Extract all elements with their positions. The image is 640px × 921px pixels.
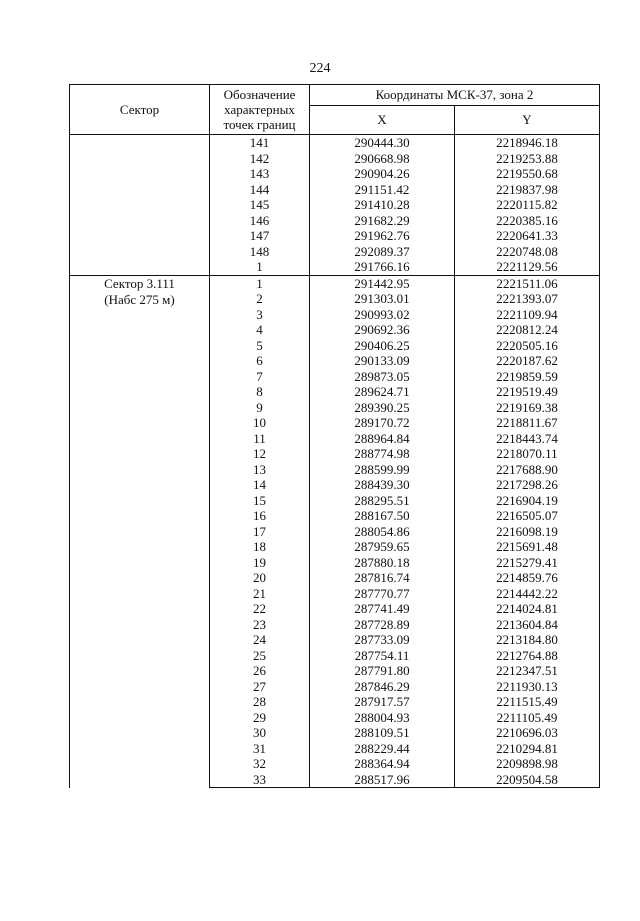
y-coordinate-cell: 2214442.22 [455,586,600,602]
y-coordinate-cell: 2221511.06 [455,275,600,291]
x-coordinate-cell: 287791.80 [310,663,455,679]
y-coordinate-cell: 2216098.19 [455,524,600,540]
x-coordinate-cell: 288167.50 [310,508,455,524]
x-coordinate-cell: 291962.76 [310,228,455,244]
x-coordinate-cell: 287846.29 [310,679,455,695]
x-coordinate-cell: 290668.98 [310,151,455,167]
sector-cell [70,135,210,276]
point-number-cell: 142 [210,151,310,167]
x-coordinate-cell: 288109.51 [310,725,455,741]
point-number-cell: 33 [210,772,310,788]
x-coordinate-cell: 288599.99 [310,462,455,478]
point-number-cell: 1 [210,275,310,291]
page-number: 224 [309,61,331,76]
y-coordinate-cell: 2215691.48 [455,539,600,555]
y-coordinate-cell: 2221393.07 [455,291,600,307]
y-coordinate-cell: 2217298.26 [455,477,600,493]
x-coordinate-cell: 290692.36 [310,322,455,338]
x-coordinate-cell: 291682.29 [310,213,455,229]
header-y: Y [455,106,600,135]
x-coordinate-cell: 290904.26 [310,166,455,182]
point-number-cell: 6 [210,353,310,369]
point-number-cell: 20 [210,570,310,586]
point-number-cell: 28 [210,694,310,710]
point-number-cell: 143 [210,166,310,182]
y-coordinate-cell: 2213604.84 [455,617,600,633]
point-number-cell: 12 [210,446,310,462]
y-coordinate-cell: 2209504.58 [455,772,600,788]
y-coordinate-cell: 2220115.82 [455,197,600,213]
y-coordinate-cell: 2210294.81 [455,741,600,757]
y-coordinate-cell: 2209898.98 [455,756,600,772]
point-number-cell: 144 [210,182,310,198]
y-coordinate-cell: 2217688.90 [455,462,600,478]
x-coordinate-cell: 291303.01 [310,291,455,307]
point-number-cell: 24 [210,632,310,648]
point-number-cell: 21 [210,586,310,602]
point-number-cell: 29 [210,710,310,726]
x-coordinate-cell: 287728.89 [310,617,455,633]
y-coordinate-cell: 2218811.67 [455,415,600,431]
y-coordinate-cell: 2219550.68 [455,166,600,182]
x-coordinate-cell: 287733.09 [310,632,455,648]
x-coordinate-cell: 291410.28 [310,197,455,213]
x-coordinate-cell: 290444.30 [310,135,455,151]
x-coordinate-cell: 288295.51 [310,493,455,509]
point-number-cell: 4 [210,322,310,338]
x-coordinate-cell: 287917.57 [310,694,455,710]
point-number-cell: 5 [210,338,310,354]
x-coordinate-cell: 288517.96 [310,772,455,788]
y-coordinate-cell: 2219837.98 [455,182,600,198]
y-coordinate-cell: 2219169.38 [455,400,600,416]
x-coordinate-cell: 287754.11 [310,648,455,664]
x-coordinate-cell: 291766.16 [310,259,455,275]
table-row [70,275,600,291]
point-number-cell: 26 [210,663,310,679]
y-coordinate-cell: 2219859.59 [455,369,600,385]
y-coordinate-cell: 2218946.18 [455,135,600,151]
point-number-cell: 2 [210,291,310,307]
x-coordinate-cell: 290406.25 [310,338,455,354]
y-coordinate-cell: 2219519.49 [455,384,600,400]
sector-height: (Набс 275 м) [104,291,175,307]
point-number-cell: 17 [210,524,310,540]
y-coordinate-cell: 2218070.11 [455,446,600,462]
y-coordinate-cell: 2221109.94 [455,307,600,323]
header-sector: Сектор [70,85,210,135]
point-number-cell: 10 [210,415,310,431]
x-coordinate-cell: 288004.93 [310,710,455,726]
sector-cell [70,275,210,788]
x-coordinate-cell: 287816.74 [310,570,455,586]
point-number-cell: 13 [210,462,310,478]
y-coordinate-cell: 2213184.80 [455,632,600,648]
x-coordinate-cell: 288774.98 [310,446,455,462]
point-number-cell: 27 [210,679,310,695]
y-coordinate-cell: 2220187.62 [455,353,600,369]
x-coordinate-cell: 287959.65 [310,539,455,555]
y-coordinate-cell: 2218443.74 [455,431,600,447]
point-number-cell: 141 [210,135,310,151]
y-coordinate-cell: 2216904.19 [455,493,600,509]
x-coordinate-cell: 289624.71 [310,384,455,400]
y-coordinate-cell: 2220641.33 [455,228,600,244]
x-coordinate-cell: 287770.77 [310,586,455,602]
y-coordinate-cell: 2220385.16 [455,213,600,229]
y-coordinate-cell: 2211105.49 [455,710,600,726]
header-point-line3: точек границ [223,117,296,132]
y-coordinate-cell: 2220748.08 [455,244,600,260]
y-coordinate-cell: 2214859.76 [455,570,600,586]
point-number-cell: 146 [210,213,310,229]
point-number-cell: 8 [210,384,310,400]
y-coordinate-cell: 2219253.88 [455,151,600,167]
x-coordinate-cell: 290993.02 [310,307,455,323]
y-coordinate-cell: 2221129.56 [455,259,600,275]
y-coordinate-cell: 2211515.49 [455,694,600,710]
point-number-cell: 30 [210,725,310,741]
header-coordinates: Координаты МСК-37, зона 2 [310,85,600,106]
point-number-cell: 22 [210,601,310,617]
x-coordinate-cell: 288054.86 [310,524,455,540]
header-point [210,85,310,135]
point-number-cell: 32 [210,756,310,772]
sector-name: Сектор 3.111 [104,275,175,291]
point-number-cell: 145 [210,197,310,213]
y-coordinate-cell: 2211930.13 [455,679,600,695]
point-number-cell: 16 [210,508,310,524]
x-coordinate-cell: 288964.84 [310,431,455,447]
y-coordinate-cell: 2216505.07 [455,508,600,524]
x-coordinate-cell: 289170.72 [310,415,455,431]
y-coordinate-cell: 2215279.41 [455,555,600,571]
point-number-cell: 147 [210,228,310,244]
point-number-cell: 148 [210,244,310,260]
point-number-cell: 18 [210,539,310,555]
point-number-cell: 9 [210,400,310,416]
y-coordinate-cell: 2220812.24 [455,322,600,338]
point-number-cell: 19 [210,555,310,571]
point-number-cell: 7 [210,369,310,385]
point-number-cell: 25 [210,648,310,664]
x-coordinate-cell: 290133.09 [310,353,455,369]
y-coordinate-cell: 2210696.03 [455,725,600,741]
x-coordinate-cell: 289390.25 [310,400,455,416]
x-coordinate-cell: 287880.18 [310,555,455,571]
x-coordinate-cell: 287741.49 [310,601,455,617]
coordinates-table [69,84,600,788]
y-coordinate-cell: 2212764.88 [455,648,600,664]
table-body [70,135,600,788]
x-coordinate-cell: 288364.94 [310,756,455,772]
header-point-line2: характерных [224,102,295,117]
point-number-cell: 3 [210,307,310,323]
point-number-cell: 1 [210,259,310,275]
header-x: X [310,106,455,135]
y-coordinate-cell: 2212347.51 [455,663,600,679]
point-number-cell: 15 [210,493,310,509]
point-number-cell: 23 [210,617,310,633]
point-number-cell: 31 [210,741,310,757]
x-coordinate-cell: 291151.42 [310,182,455,198]
x-coordinate-cell: 289873.05 [310,369,455,385]
x-coordinate-cell: 292089.37 [310,244,455,260]
x-coordinate-cell: 291442.95 [310,275,455,291]
table-row [70,135,600,151]
x-coordinate-cell: 288439.30 [310,477,455,493]
x-coordinate-cell: 288229.44 [310,741,455,757]
point-number-cell: 11 [210,431,310,447]
header-point-line1: Обозначение [223,87,296,102]
point-number-cell: 14 [210,477,310,493]
y-coordinate-cell: 2220505.16 [455,338,600,354]
y-coordinate-cell: 2214024.81 [455,601,600,617]
